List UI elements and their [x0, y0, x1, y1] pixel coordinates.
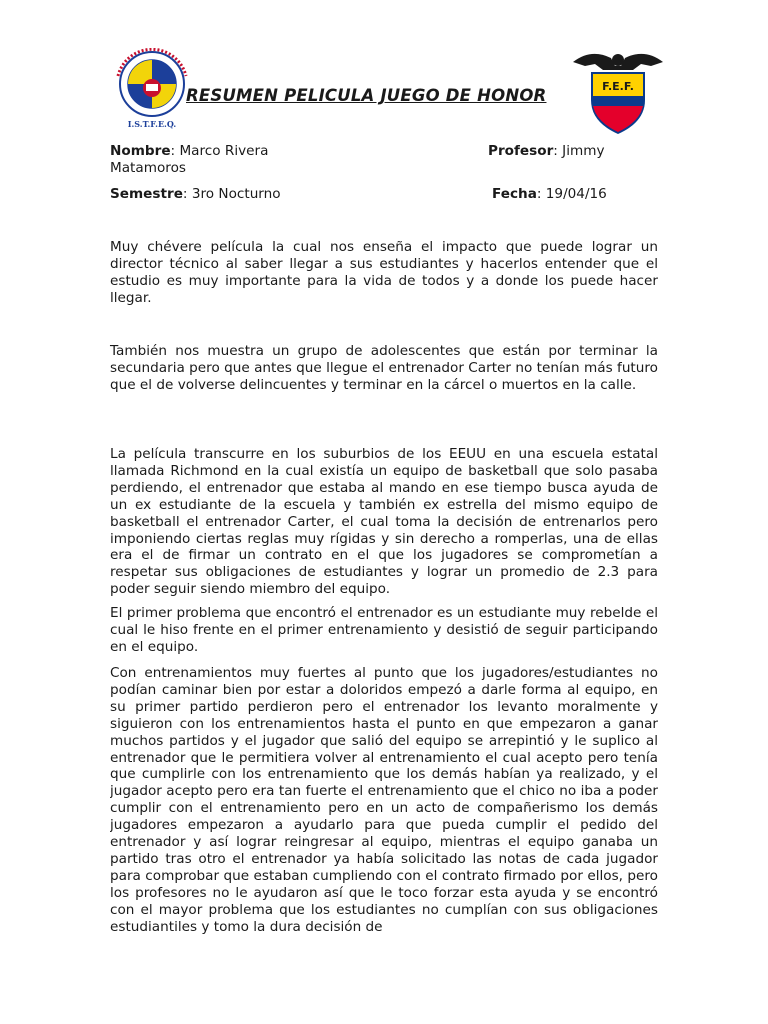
- seal-caption: I.S.T.F.E.Q.: [127, 119, 177, 129]
- crest-text: F.E.F.: [602, 80, 634, 93]
- paragraph-4: El primer problema que encontró el entrenador es un estudiante muy rebelde el cual le hiso frente en el primer entrenamiento y desistió de seguir participando en el equipo.: [110, 605, 658, 655]
- fef-crest-icon: [569, 44, 667, 136]
- professor-label: Profesor: [488, 143, 554, 159]
- name-label: Nombre: [110, 143, 171, 159]
- semester-label: Semestre: [110, 186, 183, 202]
- semester-line: [110, 186, 281, 203]
- name-line: [110, 143, 268, 160]
- professor-continuation: Matamoros: [110, 160, 186, 176]
- semester-value: : 3ro Nocturno: [182, 186, 281, 202]
- document-title: RESUMEN PELICULA JUEGO DE HONOR: [186, 86, 547, 105]
- professor-line: [488, 143, 605, 160]
- professor-value: : Jimmy: [553, 143, 605, 159]
- paragraph-1: Muy chévere película la cual nos enseña el impacto que puede lograr un director técnico al saber llegar a sus estudiantes y hacerlos entender que el estudio es muy importante para la vida de todos y a donde los puede hacer llegar.: [110, 239, 658, 306]
- paragraph-5: Con entrenamientos muy fuertes al punto que los jugadores/estudiantes no podían caminar bien por estar a doloridos empezó a darle forma al equipo, en su primer partido perdieron pero el entrenador los levanto moralmente y siguieron con los entrenamientos hasta el punto en que empezaron a ganar muchos partidos y el jugador que salió del equipo se arrepintió y le suplico al entrenador que le permitiera volver al entrenamiento el cual acepto pero tenía que cumplirle con los entrenamiento que los demás habían ya realizado, y el jugador acepto pero era tan fuerte el entrenamiento que el chico no iba a poder cumplir con el entrenamiento pero en un acto de compañerismo los demás jugadores empezaron a ayudarlo para que pueda cumplir el pedido del entrenador y así lograr reingresar al equipo, mientras el equipo ganaba un partido tras otro el entrenador ya había solicitado las notas de cada jugador para comprobar que estaban cumpliendo con el contrato firmado por ellos, pero los profesores no le ayudaron así que le toco forzar esta ayuda y se encontró con el mayor problema que los estudiantes no cumplían con sus obligaciones estudiantiles y tomo la dura decisión de: [110, 665, 658, 935]
- paragraph-2: También nos muestra un grupo de adolescentes que están por terminar la secundaria pero que antes que llegue el entrenador Carter no tenían más futuro que el de volverse delincuentes y terminar en la cárcel o muertos en la calle.: [110, 343, 658, 393]
- name-value: : Marco Rivera: [170, 143, 269, 159]
- date-line: [492, 186, 607, 203]
- paragraph-3: La película transcurre en los suburbios de los EEUU en una escuela estatal llamada Richmond en la cual existía un equipo de basketball que solo pasaba perdiendo, el entrenador que estaba al mando en ese tiempo busca ayuda de un ex estudiante de la escuela y también ex estrella del mismo equipo de basketball el entrenador Carter, el cual toma la decisión de entrenarlos pero imponiendo ciertas reglas muy rígidas y sin derecho a romperlas, una de ellas era el de firmar un contrato en el que los jugadores se comprometían a respetar sus obligaciones de estudiantes y lograr un promedio de 2.3 para poder seguir siendo miembro del equipo.: [110, 446, 658, 598]
- date-label: Fecha: [492, 186, 537, 202]
- date-value: : 19/04/16: [536, 186, 607, 202]
